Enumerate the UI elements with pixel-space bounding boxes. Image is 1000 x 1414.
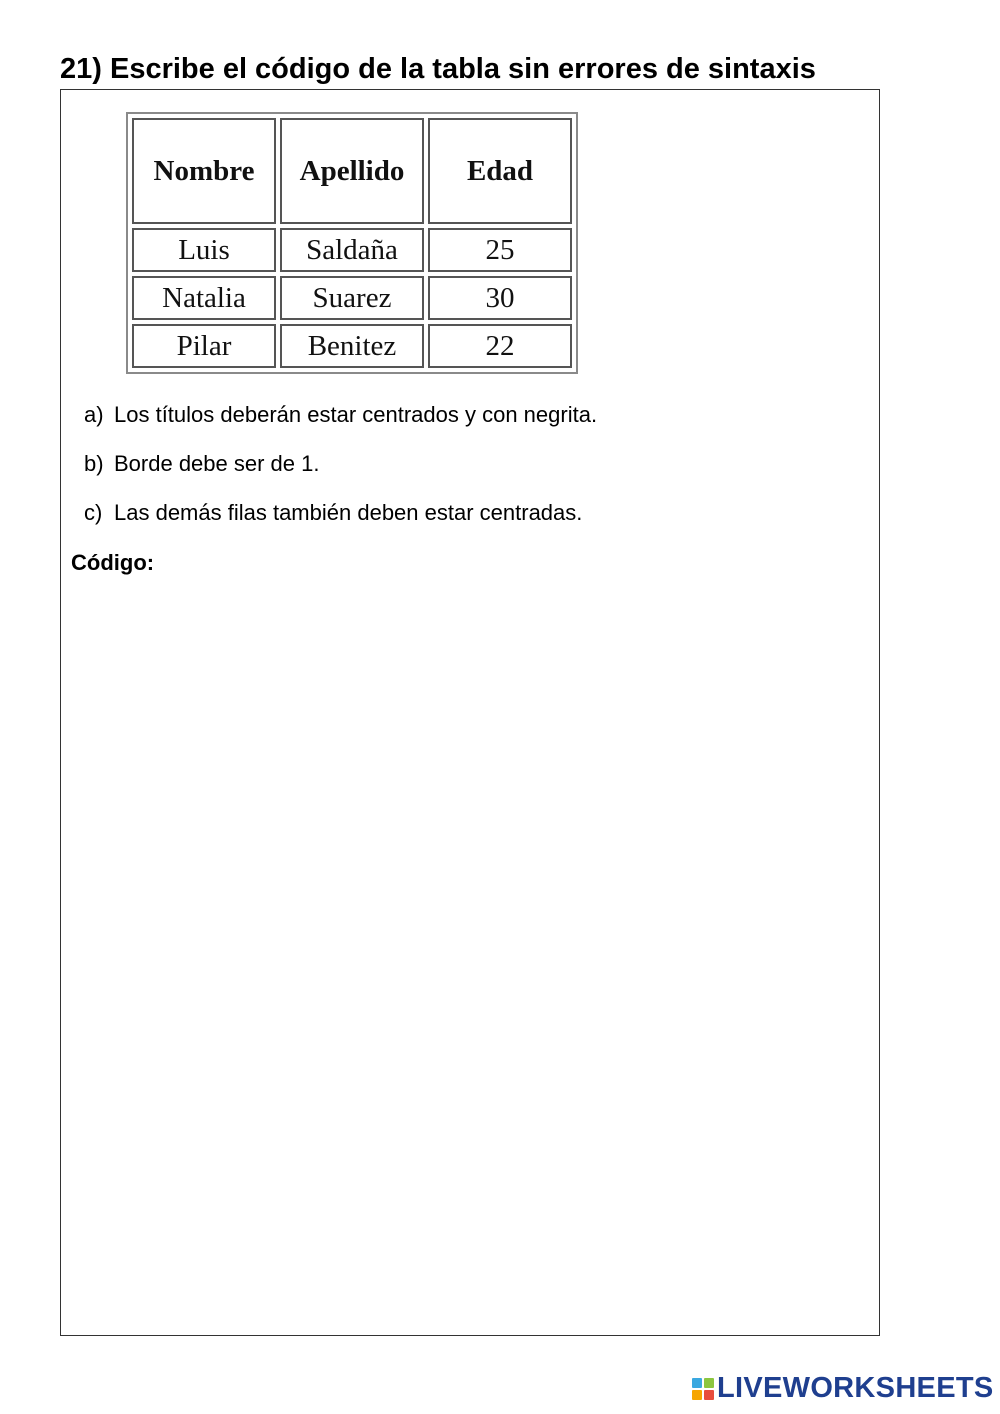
table-header-row xyxy=(132,118,572,224)
table-cell: 25 xyxy=(428,228,572,272)
logo-tile xyxy=(692,1390,702,1400)
requirement-marker: c) xyxy=(84,500,103,525)
table-row xyxy=(132,324,572,368)
table-cell: Natalia xyxy=(132,276,276,320)
requirement-marker: a) xyxy=(84,402,104,427)
table-cell: 30 xyxy=(428,276,572,320)
requirements-list xyxy=(84,396,597,543)
requirement-text: Los títulos deberán estar centrados y con negrita. xyxy=(114,402,598,427)
requirement-text: Las demás filas también deben estar centradas. xyxy=(114,500,583,525)
table-cell: Pilar xyxy=(132,324,276,368)
header-cell: Edad xyxy=(428,118,572,224)
logo-tile xyxy=(704,1378,714,1388)
requirement-marker: b) xyxy=(84,451,104,476)
worksheet-title: 21) Escribe el código de la tabla sin errores de sintaxis xyxy=(60,53,816,85)
brand-name: LIVEWORKSHEETS xyxy=(717,1372,994,1404)
code-label: Código: xyxy=(71,550,155,575)
requirement-item xyxy=(84,445,597,483)
brand-logo xyxy=(692,1372,994,1405)
requirement-text: Borde debe ser de 1. xyxy=(114,451,320,476)
requirement-item xyxy=(84,494,597,532)
logo-tile xyxy=(704,1390,714,1400)
table-row xyxy=(132,276,572,320)
table-cell: Benitez xyxy=(280,324,424,368)
logo-tile xyxy=(692,1378,702,1388)
header-cell: Apellido xyxy=(280,118,424,224)
table-cell: Suarez xyxy=(280,276,424,320)
header-cell: Nombre xyxy=(132,118,276,224)
requirement-item xyxy=(84,396,597,434)
table-cell: 22 xyxy=(428,324,572,368)
table-cell: Saldaña xyxy=(280,228,424,272)
table-row xyxy=(132,228,572,272)
liveworksheets-logo-icon xyxy=(692,1378,714,1400)
table-cell: Luis xyxy=(132,228,276,272)
sample-table xyxy=(126,112,578,374)
